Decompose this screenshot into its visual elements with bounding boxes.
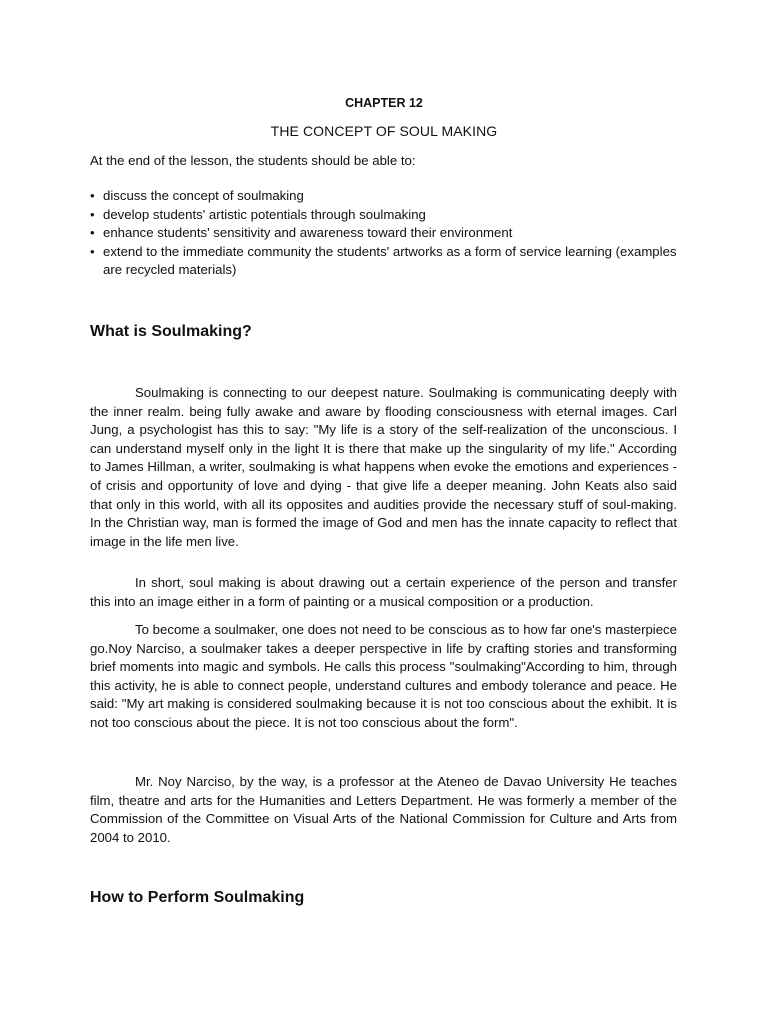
objectives-list: [90, 187, 680, 280]
body-paragraph: Mr. Noy Narciso, by the way, is a professor at the Ateneo de Davao University He teaches film, theatre and arts for the Humanities and Letters Department. He was formerly a member of the Commission of the Committee on Visual Arts of the National Commission for Culture and Arts from 2004 to 2010.: [90, 774, 677, 845]
section-heading-what-is-soulmaking: What is Soulmaking?: [90, 323, 252, 340]
objective-item: • extend to the immediate community the students' artworks as a form of service learning (examples are recycled materials): [90, 243, 680, 280]
objective-item: • enhance students' sensitivity and awareness toward their environment: [90, 224, 680, 243]
intro-text: At the end of the lesson, the students should be able to:: [90, 153, 416, 168]
chapter-label: CHAPTER 12: [345, 96, 423, 110]
document-title: THE CONCEPT OF SOUL MAKING: [270, 123, 498, 139]
body-paragraph: In short, soul making is about drawing out a certain experience of the person and transfer this into an image either in a form of painting or a musical composition or a production.: [90, 575, 677, 609]
objective-item: • develop students' artistic potentials through soulmaking: [90, 206, 680, 225]
section-heading-how-to-perform-soulmaking: How to Perform Soulmaking: [90, 889, 305, 906]
body-paragraph: To become a soulmaker, one does not need to be conscious as to how far one's masterpiece go.Noy Narciso, a soulmaker takes a deeper perspective in life by crafting stories and transforming brief moments into magic and symbols. He calls this process "soulmaking"According to him, through this activity, he is able to connect people, understand cultures and embody tolerance and peace. He said: "My art making is considered soulmaking because it is not too conscious about the exhibit. It is not too conscious about the piece. It is not too conscious about the form".: [90, 622, 677, 730]
body-paragraph: Soulmaking is connecting to our deepest nature. Soulmaking is communicating deeply with the inner realm. being fully awake and aware by flooding consciousness with eternal images. Carl Jung, a psychologist has this to say: "My life is a story of the self-realization of the unconscious. I can understand myself only in the light It is there that make up the singularity of my life." According to James Hillman, a writer, soulmaking is what happens when evoke the emotions and experiences - of crisis and opportunity of love and dying - that give life a deeper meaning. John Keats also said that only in this world, with all its opposites and audities provide the necessary stuff of soul-making. In the Christian way, man is formed the image of God and men has the innate capacity to reflect that image in the life men live.: [90, 385, 677, 549]
objective-item: • discuss the concept of soulmaking: [90, 187, 680, 206]
